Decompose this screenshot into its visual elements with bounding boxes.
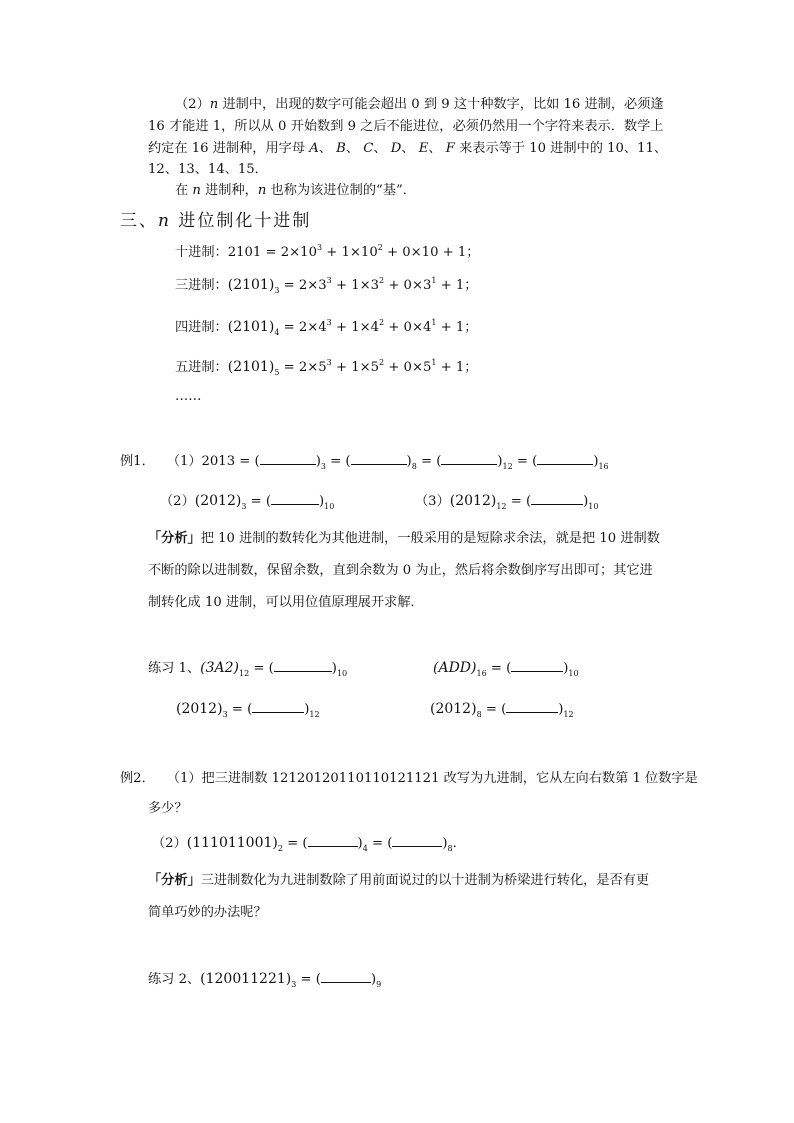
section-3-title: 三、n 进位制化十进制 bbox=[120, 211, 312, 231]
answer-blank-5[interactable]: ( ) bbox=[265, 494, 325, 509]
example-1-analysis-3: 制转化成 10 进制，可以用位值原理展开求解． bbox=[148, 595, 424, 610]
example-2-analysis-2: 简单巧妙的办法呢？ bbox=[148, 905, 267, 920]
answer-blank-2[interactable]: ( ) bbox=[345, 454, 412, 469]
answer-blank-8[interactable]: ( ) bbox=[506, 661, 569, 676]
quinary-expansion: 五进制：$(2101)_5 = 2\times 5^3 + 1\times 5^2 + 0\times 5^1 + 1$； bbox=[175, 358, 478, 377]
answer-blank-11[interactable]: ( ) bbox=[302, 836, 363, 851]
para-line-5: 在 n 进制种，n 也称为该进位制的“基”． bbox=[175, 183, 416, 198]
answer-blank-13[interactable]: ( ) bbox=[315, 972, 377, 987]
practice-1-q2: $(ADD)_{16}$ = ( )$_{10}$ bbox=[433, 660, 579, 678]
example-1-analysis-2: 不断的除以进制数，保留余数，直到余数为 0 为止，然后将余数倒序写出即可；其它进 bbox=[148, 563, 653, 578]
para-line-2: 16 才能进 1，所以从 0 开始数到 9 之后不能进位，必须仍然用一个字符来表示．数学上 bbox=[148, 119, 664, 134]
quaternary-expansion: 四进制：$(2101)_4 = 2\times 4^3 + 1\times 4^2 + 0\times 4^1 + 1$； bbox=[175, 318, 478, 337]
practice-1-q3: $(2012)_3$ = ( )$_{12}$ bbox=[176, 701, 320, 719]
para-line-4: 12、13、14、15． bbox=[148, 162, 268, 177]
practice-1-q1: 练习 1、$(3A2)_{12}$ = ( )$_{10}$ bbox=[148, 660, 348, 678]
ternary-expansion: 三进制：$(2101)_3 = 2\times 3^3 + 1\times 3^2 + 0\times 3^1 + 1$； bbox=[175, 276, 478, 295]
answer-blank-7[interactable]: ( ) bbox=[268, 661, 337, 676]
answer-blank-9[interactable]: ( ) bbox=[247, 702, 310, 717]
answer-blank-6[interactable]: ( ) bbox=[525, 494, 589, 509]
practice-2: 练习 2、$(120011221)_3$ = ( )$_9$ bbox=[148, 971, 382, 989]
ellipsis: …… bbox=[175, 389, 202, 404]
answer-blank-12[interactable]: ( ) bbox=[387, 836, 448, 851]
example-1-part-2: $(2)(2012)_3$ = ( )$_{10}$ bbox=[160, 493, 335, 511]
example-1-analysis-1: 「分析」把 10 进制的数转化为其他进制，一般采用的是短除求余法，就是把 10 进制数 bbox=[148, 531, 660, 546]
practice-1-q4: $(2012)_8$ = ( )$_{12}$ bbox=[430, 701, 574, 719]
example-2-part-1: 例2． （1）把三进制数 12120120110110121121 改写为九进制，它从左向右数第 1 位数字是 bbox=[120, 771, 698, 786]
example-2-analysis-1: 「分析」三进制数化为九进制数除了用前面说过的以十进制为桥梁进行转化，是否有更 bbox=[148, 873, 650, 888]
para-line-1: （2）n 进制中，出现的数字可能会超出 0 到 9 这十种数字，比如 16 进制，必须逢 bbox=[175, 97, 664, 112]
answer-blank-1[interactable]: ( ) bbox=[254, 454, 321, 469]
decimal-expansion: 十进制：$2101 = 2\times 10^3 + 1\times 10^2 + 0\times 10 + 1$； bbox=[175, 243, 480, 260]
para-line-3: 约定在 16 进制种，用字母 A、 B、 C、 D、 E、 F 来表示等于 10 进制中的 10、11、 bbox=[148, 141, 668, 156]
example-1-part-1: 例1． （1）2013 = ( )$_3$ = ( )$_8$ = ( )$_{12}$ = ( )$_{16}$ bbox=[120, 454, 609, 471]
example-2-part-1-cont: 多少？ bbox=[148, 801, 188, 816]
answer-blank-4[interactable]: ( ) bbox=[532, 454, 599, 469]
example-2-part-2: $(2)(111011001)_2$ = ( )$_4$ = ( )$_8$． bbox=[152, 835, 466, 853]
answer-blank-3[interactable]: ( ) bbox=[436, 454, 503, 469]
example-1-part-3: $(3)(2012)_{12}$ = ( )$_{10}$ bbox=[415, 493, 599, 511]
answer-blank-10[interactable]: ( ) bbox=[501, 702, 564, 717]
